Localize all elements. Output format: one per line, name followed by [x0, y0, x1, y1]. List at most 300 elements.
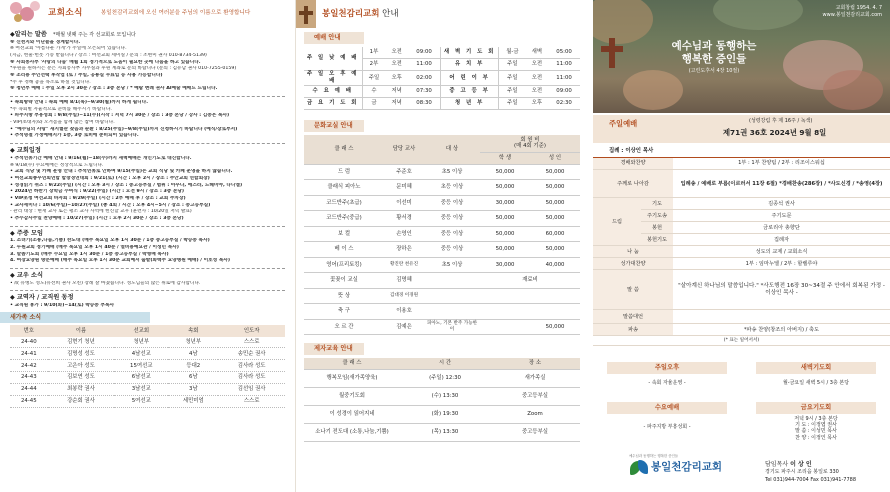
table-cell: 보 컬 [304, 226, 384, 242]
table-row [304, 97, 580, 109]
notice-line: *주 속회별 자율적으로 준비를 해주시기 바랍니다. [10, 106, 112, 112]
table-cell: 주기도송 [641, 210, 673, 222]
table-header: 클 래 스 [304, 358, 400, 369]
news-panel [0, 0, 296, 492]
sunday-worship-title: 주일예배 [609, 119, 638, 128]
table-cell: 1부 : 임마누엘 / 2부 : 할렐루야 [673, 258, 890, 270]
notice-line: *후원을 원하시는 분은 사회봉사부 사무실과 후원 계좌로 문의 바랍니다 (문의 : 김유남 권사 010-7255-0159) [10, 66, 237, 72]
table-cell: 스스로 [218, 396, 285, 408]
new-family-title: 새가족 소식 [0, 312, 150, 324]
table-cell: 30,000 [480, 195, 530, 211]
table-cell: 중등 이상 [424, 242, 480, 258]
table-row [304, 406, 580, 424]
table-cell: 11:00 [548, 71, 580, 86]
table-cell: 김사라 성도 [218, 360, 285, 372]
table-cell: 오전 [526, 85, 549, 97]
table-cell: (수) 13:30 [400, 388, 490, 406]
table-cell: 중등 이상 [424, 195, 480, 211]
table-cell: (* 표는 일어서서) [593, 336, 890, 346]
guide-title-church: 봉일천감리교회 [322, 8, 380, 19]
table-cell: 문미혜 [384, 180, 424, 196]
notice-title: ◆알리는 말씀 [10, 31, 47, 38]
table-cell: 이선미 [384, 195, 424, 211]
table-cell: 월-금 [499, 47, 526, 59]
table-cell: 성도의 교제 / 교회소식 [673, 246, 890, 258]
table-cell: 고은아 성도 [48, 360, 115, 372]
church-contact [765, 460, 856, 484]
table-cell: 나 눔 [593, 246, 673, 258]
table-cell: 코드반주(중급) [304, 211, 384, 227]
table-row [10, 337, 285, 348]
pastor-label: 담임목사 [765, 461, 789, 468]
table-cell: 김예은 [384, 319, 424, 335]
church-logo-icon [629, 458, 651, 478]
dawn-title: 새벽기도회 [756, 362, 876, 374]
new-family-table [10, 325, 285, 408]
table-cell: 클래식 피아노 [304, 180, 384, 196]
table-row [304, 388, 580, 406]
schedule-section [10, 147, 285, 222]
table-row [10, 360, 285, 372]
divider [10, 268, 285, 269]
table-cell: 3남선교 [114, 384, 168, 396]
table-cell: 경배와찬양 [593, 158, 673, 170]
schedule-line: • 성경읽기 퀴즈 : 9/22(주일) (시간 : 오후 3시 / 장소 : 중고등부실 / 범위 : 아무나, 에스라, 느헤미야, 다니엘) [10, 182, 243, 188]
table-row [593, 198, 890, 210]
table-cell: 2부 [362, 59, 385, 71]
table-row [304, 273, 580, 289]
table-header-fee-note: (매 4회 기준) [514, 143, 546, 150]
schedule-line: ※ 9/18(수) 수요예배는 정상적으로 드립니다. [10, 162, 104, 168]
table-row [593, 336, 890, 346]
notice-line: • 속회방략 안내 : 속회 예배 8/1(목)~9/30(월)까지 하게 됩니다. [10, 100, 148, 106]
table-row [304, 180, 580, 196]
worship-guide-title: 예배 안내 [304, 32, 364, 44]
table-cell: 행복모임(새가족양육) [304, 370, 400, 388]
table-cell: 중고등부실 [490, 388, 580, 406]
table-cell: 기도 [641, 198, 673, 210]
table-cell: 50,000 [480, 164, 530, 180]
table-cell: 오후 [526, 97, 549, 109]
slogan-reference: (고린도후서 4장 10절) [688, 68, 740, 75]
staff-section [10, 294, 285, 309]
church-address: 경기도 파주시 조리읍 봉일로 330 [765, 469, 839, 475]
wednesday-title: 수요예배 [607, 402, 727, 414]
bulletin-cover-panel [593, 0, 890, 492]
table-cell: 11:00 [548, 59, 580, 71]
other-services [593, 362, 890, 450]
table-cell: 50,000 [480, 242, 530, 258]
table-cell: 청 년 부 [441, 97, 499, 109]
table-cell: 50,000 [480, 211, 530, 227]
table-header: 시 간 [400, 358, 490, 369]
table-cell: 오전 [385, 59, 408, 71]
table-cell: 김종석 권사 [673, 198, 890, 210]
cross-icon [601, 38, 623, 68]
table-header: 선교회 [114, 325, 168, 336]
news-subtitle: 봉일천감리교회에 오신 여러분을 주님의 이름으로 환영합니다 [100, 9, 251, 16]
table-cell: 저녁 [385, 85, 408, 97]
staff-line: • 교직원 휴가 : 9/10(화)~14(토) 박승중 부목사 [10, 303, 115, 309]
schedule-title: ◆ 교회일정 [10, 147, 41, 155]
logo-tagline: 예수님과 동행하는 행복한 증인들 [629, 454, 679, 458]
table-cell: 60,000 [530, 226, 580, 242]
table-cell: 6남 [168, 372, 218, 384]
schedule-line: • 2024년 하반기 장학금 수여식 : 9/22(주일) (시간 : 오전 9시 / 장소 : 3층 본당) [10, 189, 185, 195]
table-cell: 24-44 [10, 384, 48, 396]
table-cell: 주일 [499, 59, 526, 71]
table-cell: 주 일 오 후 예 배 [304, 71, 362, 86]
table-cell: 주일 [499, 85, 526, 97]
table-header: 대 상 [424, 135, 480, 165]
table-cell: 황서경 [384, 211, 424, 227]
table-cell: 송민순 권사 [218, 348, 285, 360]
table-header: 속회 [168, 325, 218, 336]
friday-prayer [742, 402, 890, 441]
table-cell: 수 [362, 85, 385, 97]
table-cell: 김현기 청년 [48, 337, 115, 348]
table-cell: 09:00 [548, 85, 580, 97]
table-cell: 꽃꽂이 교실 [304, 273, 384, 289]
weekly-section [10, 230, 285, 265]
table-cell: (목) 13:30 [400, 424, 490, 442]
table-cell [480, 319, 530, 335]
table-header: 담당 교사 [384, 135, 424, 165]
divider [10, 226, 285, 227]
table-cell [424, 304, 480, 320]
table-cell: 24-42 [10, 360, 48, 372]
table-cell: 축 구 [304, 304, 384, 320]
table-cell: 어 린 이 부 [441, 71, 499, 86]
weekly-line: 4. 여장요양원 방문예배 (매주 목요일 오후 1시 30분 교회예서 출발(화백주 요양병원 예배) / 이호성 목사) [10, 258, 231, 264]
table-row [593, 170, 890, 198]
table-cell: 주일 [362, 71, 385, 86]
culture-class-title: 문화교실 안내 [304, 120, 364, 132]
table-cell: 새 벽 기 도 회 [441, 47, 499, 59]
table-cell: 1부 : 1부 찬양팀 / 2부 : 리조이스워십 [673, 158, 890, 170]
news-header [0, 0, 295, 26]
table-cell: 금 요 기 도 회 [304, 97, 362, 109]
table-cell: 손영인 [384, 226, 424, 242]
guide-title-rest: 안내 [379, 8, 399, 19]
table-cell: 중 고 등 부 [441, 85, 499, 97]
table-cell: 뜻 상 [304, 288, 384, 304]
table-cell: 김명성 성도 [48, 348, 115, 360]
weekly-line: 2. 두원교회 정기예배 (매주 목요일 오후 1시 40분 / 열비용예요관 / 이성민 목사) [10, 245, 179, 251]
table-row [304, 211, 580, 227]
table-header: 인도자 [218, 325, 285, 336]
table-cell: 새벽 [526, 47, 549, 59]
table-cell: 소나기 전도대 (소통,나눔,기쁨) [304, 424, 400, 442]
table-cell [424, 288, 480, 304]
table-cell: 02:30 [548, 97, 580, 109]
table-cell: 40,000 [530, 257, 580, 273]
table-cell: 주기도문 [673, 210, 890, 222]
table-cell: 30,000 [480, 257, 530, 273]
church-website: www.봉일천감리교회.com [822, 12, 882, 18]
order-of-worship [593, 146, 890, 346]
table-header: 클 래 스 [304, 135, 384, 165]
table-cell: 청년부 [168, 337, 218, 348]
table-cell: 4남 [168, 348, 218, 360]
friday-line: 저녁 9시 / 3층 본당 [794, 415, 838, 422]
table-cell: 이 성경이 읽어지네 [304, 406, 400, 424]
notice-section [10, 31, 285, 93]
guide-panel [296, 0, 593, 492]
cross-icon [296, 0, 316, 28]
table-cell: 드 럼 [304, 164, 384, 180]
afternoon-title: 주일오후 [607, 362, 727, 374]
member-news-line: • 故 유병도 성도(유선희 권사 모친) 장례 잘 마쳤습니다. 성도님들의 많은 위로에 감사합니다. [10, 280, 201, 286]
table-cell: 50,000 [530, 195, 580, 211]
table-row [304, 424, 580, 442]
divider [10, 143, 285, 144]
table-cell: 말 씀 [593, 270, 673, 310]
notice-section-2 [10, 100, 285, 140]
table-cell: 김선임 권사 [218, 384, 285, 396]
table-cell: 24-45 [10, 396, 48, 408]
table-row [304, 164, 580, 180]
table-cell: 50,000 [530, 180, 580, 196]
table-header: 학 생 [480, 153, 530, 165]
schedule-line: • 추석연휴기간 예배 안내 : 9/16(월)~18(수)까지 새벽예배는 개인기도로 대신합니다. [10, 155, 192, 161]
table-cell: 세민미엄 [168, 396, 218, 408]
weekly-line: 3. 말씀기도회 (매주 수요일 오후 1시 30분 / 1층 중고등부실 / 박형배 목사) [10, 251, 169, 257]
afternoon-service [593, 362, 741, 386]
table-cell: 성가대찬양 [593, 258, 673, 270]
table-row [593, 324, 890, 336]
table-row [304, 257, 580, 273]
table-cell: 중등 이상 [424, 211, 480, 227]
table-row [593, 258, 890, 270]
bulletin-issue-date: 제71권 36호 2024년 9월 8일 [723, 128, 827, 137]
friday-line: 기 도 : 이정엽 권사 [795, 422, 837, 429]
table-cell: *파송 찬양(창조의 아버지) / 축도 [673, 324, 890, 336]
table-cell: 1부 [362, 47, 385, 59]
friday-line: 찬 양 : 이정인 목사 [795, 434, 837, 441]
notice-line: ※ 신천지와 이단들을 경계합시다. [10, 39, 81, 45]
table-header: 이름 [48, 325, 115, 336]
table-row [593, 158, 890, 170]
table-cell: 50,000 [530, 319, 580, 335]
table-cell: 파송 [593, 324, 673, 336]
worship-table [304, 47, 580, 110]
table-cell: 02:00 [408, 71, 441, 86]
table-cell: 봉헌 [641, 222, 673, 234]
table-cell: 청년부 [114, 337, 168, 348]
table-cell: 재료비 [480, 273, 580, 289]
wednesday-text: - 파주지방 부흥성회 - [643, 423, 691, 430]
member-news-title: ◆ 교우 소식 [10, 272, 43, 280]
notice-line: • 파주지방 부흥성회 : 9/8(주일)~11(수)(시작 : 저녁 7시 30분 / 장소 : 3층 본당 / 강사 : 김중은 목사) [10, 113, 230, 119]
table-row [304, 47, 580, 59]
table-cell: 저녁 [385, 97, 408, 109]
notice-line: • "예수님의 사랑" 새지혈관 찾음과 순환 : 8/25(주일)~9/8(주일)까지 신청하시기 바랍니다 (예식/장로부서) [10, 126, 238, 132]
flower-decoration-icon [8, 0, 42, 26]
table-cell: 4남선교 [114, 348, 168, 360]
table-cell: 김대경 이경원 [384, 288, 424, 304]
table-cell: 50,000 [530, 242, 580, 258]
table-cell: 중등 이상 [424, 226, 480, 242]
table-cell: 금로리아 총향단 [673, 222, 890, 234]
table-cell: 집례자 [673, 234, 890, 246]
schedule-line: • 교회 식당 및 카페 운영 안내 : 추석연휴로 인하여 9/15(주일)은 교회 식당 및 카페 운영을 하지 않습니다. [10, 169, 233, 175]
table-row [10, 348, 285, 360]
dawn-prayer [742, 362, 890, 386]
table-cell: 초등 이상 [424, 180, 480, 196]
table-row [10, 372, 285, 384]
table-cell: 봉헌기도 [641, 234, 673, 246]
schedule-line: • 추수감사주일 찬양예배 : 10/27(주일) (시간 : 오후 2시 30분 / 장소 : 3층 본당) [10, 215, 184, 221]
table-cell: 월중기도회 [304, 388, 400, 406]
table-row [593, 270, 890, 310]
table-cell: 50,000 [530, 211, 580, 227]
table-cell: (화) 19:30 [400, 406, 490, 424]
table-cell: 50,000 [480, 226, 530, 242]
friday-title: 금요기도회 [756, 402, 876, 414]
table-cell: 새가족실 [490, 370, 580, 388]
table-cell: 피아노, 기본 반주 가능한 이 [424, 319, 480, 335]
table-cell: 최봉락 권사 [48, 384, 115, 396]
disciple-edu-title: 제자교육 안내 [304, 343, 364, 355]
table-cell: 오전 [526, 71, 549, 86]
table-cell: 오 르 간 [304, 319, 384, 335]
staff-title: ◆ 교역자 / 교직원 동정 [10, 294, 74, 302]
table-cell: 중고등부실 [490, 424, 580, 442]
table-cell: 주일 [499, 71, 526, 86]
order-table [593, 158, 890, 347]
weekly-title: ◆ 주중 모임 [10, 229, 43, 237]
wednesday-service [593, 402, 741, 430]
divider [10, 290, 285, 291]
culture-class-table [304, 135, 580, 336]
table-cell: 08:30 [408, 97, 441, 109]
table-row [304, 288, 580, 304]
table-row [304, 370, 580, 388]
guide-header [296, 0, 593, 28]
table-cell: 6남선교 [114, 372, 168, 384]
table-header [480, 135, 580, 153]
table-row [593, 310, 890, 324]
table-cell: 주께로 나아감 [593, 170, 673, 198]
church-logo [629, 458, 722, 478]
notice-line: • 추석명절 가정예배지가 1층, 3층 로비에 준비되어 있습니다. [10, 133, 139, 139]
table-cell: 초5 이상 [424, 164, 480, 180]
table-cell: 07:30 [408, 85, 441, 97]
schedule-line: • 교사세미나 : 10/6(주일)~10/27(주일) (총 4회 / 시간 : 오후 4시~5시 / 장소 : 중고등부실) [10, 202, 211, 208]
pastor-name: 이 상 인 [790, 461, 812, 468]
table-cell: "살아계신 하나님의 말씀입니다." *사도행전 16장 30~34절 주 안에서 회복된 가정 - 이상인 목사 - [673, 270, 890, 310]
table-cell: 11:00 [408, 59, 441, 71]
table-cell: 주 일 낮 예 배 [304, 47, 362, 71]
notice-title-note: *매월 넷째 주는 각 선교회로 모입니다 [52, 32, 136, 38]
table-cell: 장하은 [384, 242, 424, 258]
divider [10, 96, 285, 97]
table-row [10, 384, 285, 396]
liturgical-season: (성령강림 후 제 16주 / 녹색) [749, 118, 813, 124]
table-row [304, 242, 580, 258]
table-header: 번호 [10, 325, 48, 336]
table-cell: 황진란 천유진 [384, 257, 424, 273]
table-cell: 09:00 [408, 47, 441, 59]
table-row [10, 396, 285, 408]
schedule-line: • 여선교회종무연회연합 합창경연대회 : 9/21(토) (시간 : 오후 2시 / 장소 : 주안교회 연합회장) [10, 175, 210, 181]
notice-line: ※ 사회봉사부 '사랑의 나눔' 매월 1회 정기적으로 도움이 필요한 곳에 나눔을 하고 있습니다. [10, 59, 201, 65]
table-cell: 스스로 [218, 337, 285, 348]
table-cell: (주일) 12:30 [400, 370, 490, 388]
table-cell [480, 288, 580, 304]
table-cell: 베 이 스 [304, 242, 384, 258]
table-cell: 초5 이상 [424, 257, 480, 273]
sunday-worship-header [593, 115, 890, 143]
church-founded: 교회창립 1954. 4. 7 [835, 5, 882, 11]
table-row [304, 85, 580, 97]
notice-line: *주 후 정해 놓을 목소로 하실 것입니다. [10, 79, 91, 85]
table-cell: 3남 [168, 384, 218, 396]
table-row [304, 304, 580, 320]
table-cell: 24-41 [10, 348, 48, 360]
table-cell: 24-40 [10, 337, 48, 348]
table-cell [480, 304, 580, 320]
church-footer [593, 452, 890, 492]
notice-line: ※ 조리용 주인선택 후작업 (토 / 주일, 공룡실 무료입 등 사용 가능합니다) [10, 73, 163, 79]
table-cell: 금 [362, 97, 385, 109]
table-cell: 주일 [499, 97, 526, 109]
notice-line: - VIP(초대자)와 오겨봄을 함께 많은 참여 바랍니다. [10, 120, 115, 126]
news-title: 교회소식 [48, 7, 83, 18]
table-header: 성 인 [530, 153, 580, 165]
table-cell: 50,000 [480, 180, 530, 196]
disciple-edu-table [304, 358, 580, 442]
table-cell: 5여선교 [114, 396, 168, 408]
afternoon-text: - 속회 자율운영 - [648, 379, 686, 386]
table-cell [424, 273, 480, 289]
table-cell: 김사라 성도 [218, 372, 285, 384]
notice-line: ※ 청년부 예배 : 주일 오후 2시 30분 / 장소 : 3층 본당 / * 예람 변례 권사 AI예술 예배드 드립니다. [10, 86, 218, 92]
table-cell: 유 치 부 [441, 59, 499, 71]
officiant: 집례 : 이상인 목사 [593, 146, 890, 158]
member-news-section [10, 272, 285, 287]
table-cell: 주준호 [384, 164, 424, 180]
slogan-line-1: 예수님과 동행하는 [671, 40, 757, 52]
table-header-fee: 회 원 비 [520, 136, 540, 143]
church-phone: Tel 031)944-7004 Fax 031)941-7788 [765, 476, 857, 483]
notice-line: ※ 여선교회 '아름다운 가게'가 주일에 오픈되어 있습니다. [10, 46, 127, 52]
table-cell: 50,000 [530, 164, 580, 180]
schedule-line: - 관리 대상 : 현재 교사 또는 평소 교사 사역에 헌신할 교우 (훈련사 : 10/20일 저녁 발표) [10, 209, 192, 215]
table-cell: 오전 [526, 59, 549, 71]
table-cell: 코드반주(초급) [304, 195, 384, 211]
table-cell: 영어(프리토킹) [304, 257, 384, 273]
table-cell: 강순회 권사 [48, 396, 115, 408]
dawn-text: 월-금요일 새벽 5시 / 3층 본당 [782, 379, 850, 386]
table-cell: 오전 [385, 47, 408, 59]
table-cell: 김보연 성도 [48, 372, 115, 384]
table-header: 장 소 [490, 358, 580, 369]
hero-image [593, 0, 890, 113]
schedule-line: • VIP초청 여선교회 바자회 : 9/29(주일) (시간 : 2부 예배 후 / 장소 : 교회 주차장) [10, 195, 186, 201]
notice-line: (지금, 헌물·헌옷 기증 받습니다 / 장소 : 여선교회 세미실 / 문의 : 조현미 권사 010-8734-5139) [10, 53, 207, 59]
table-cell: 김명혜 [384, 273, 424, 289]
table-cell: 드림 [593, 198, 641, 246]
table-cell: 24-43 [10, 372, 48, 384]
table-cell: 말씀대언 [593, 310, 673, 324]
table-cell [673, 310, 890, 324]
weekly-line: 1. 소녀기(소통,나눔,기쁨) 찬도대 (매주 목요일 오후 1시 30분 / 1층 중고등부실 / 박승중 목사) [10, 238, 210, 244]
church-logo-text: 봉일천감리교회 [651, 461, 723, 474]
table-cell: 입례송 / 예배로 부름(이르러서 11장 6절) *경배찬송(286장) / *사도신경 / *송영(4장) [673, 170, 890, 198]
table-cell: 등대2 [168, 360, 218, 372]
